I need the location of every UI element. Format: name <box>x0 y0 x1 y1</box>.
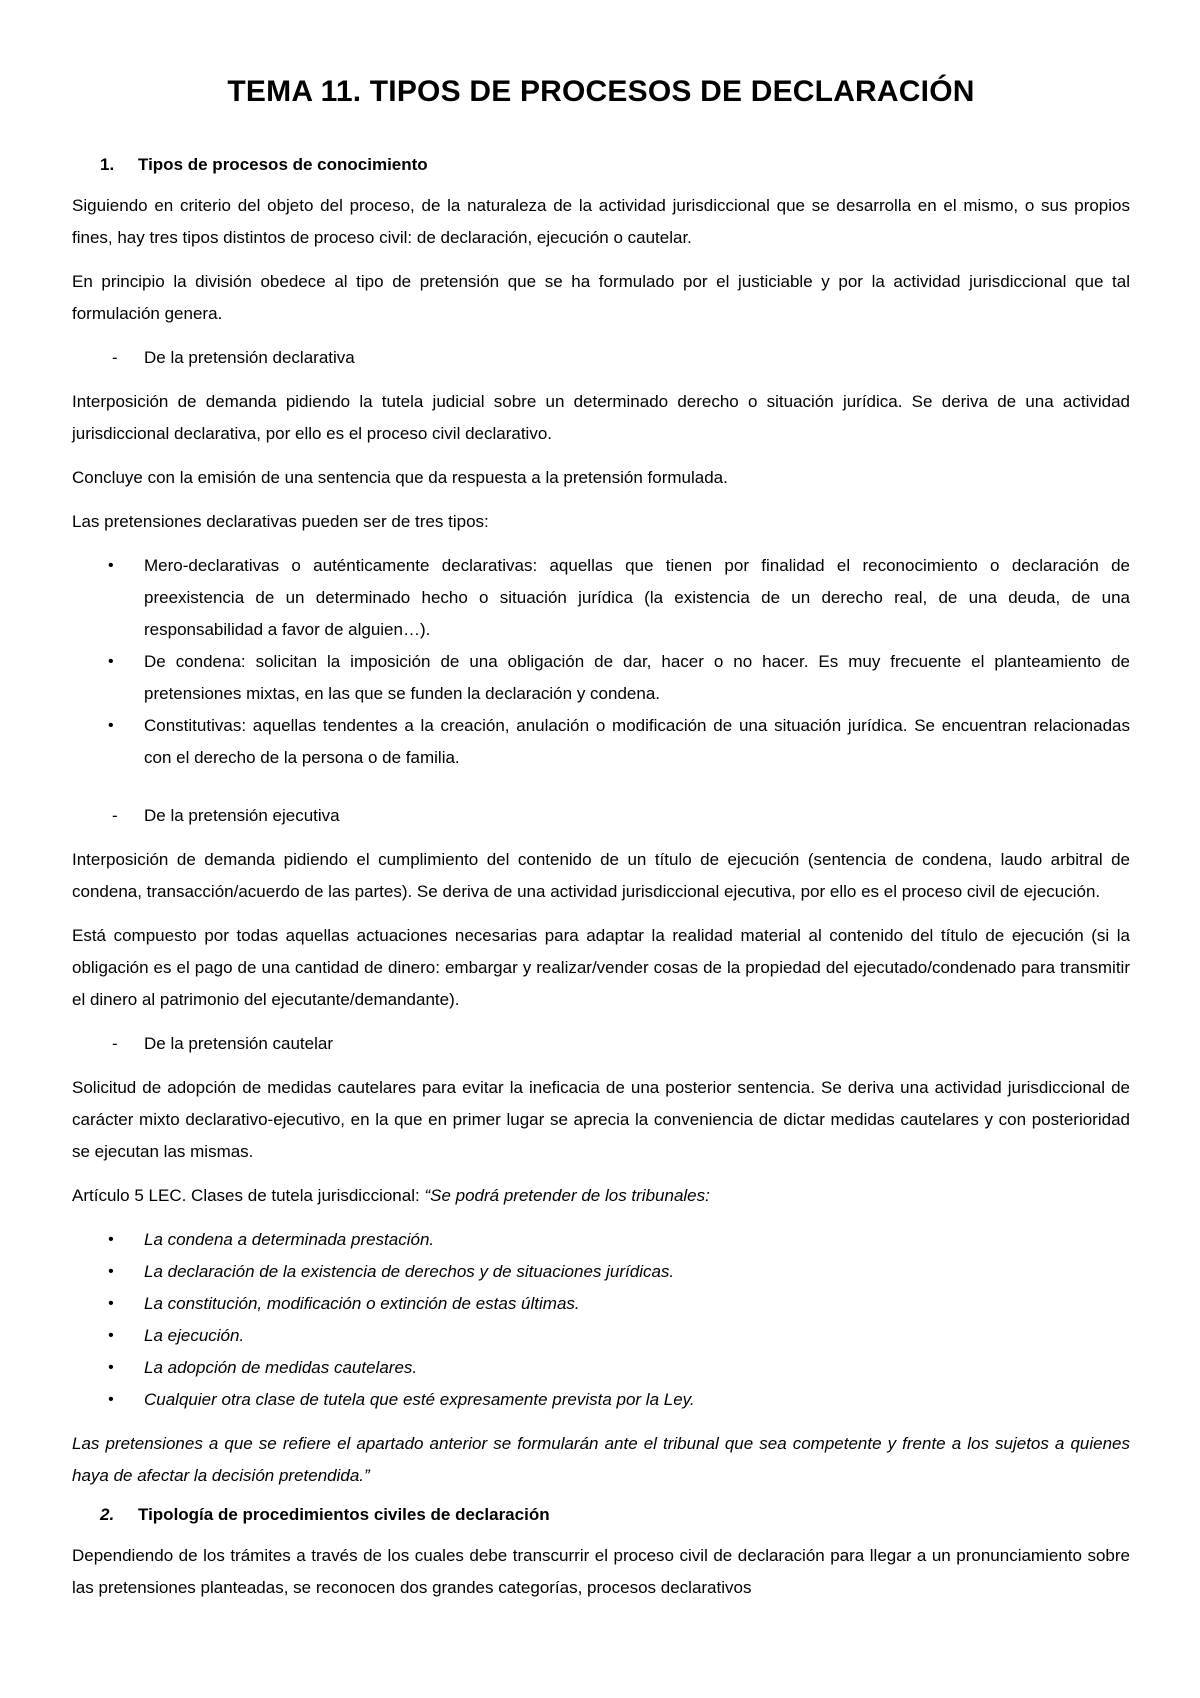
dash-marker: - <box>112 806 118 825</box>
list-item-text: La condena a determinada prestación. <box>144 1230 435 1249</box>
cautelar-heading <box>72 1028 1130 1060</box>
dash-marker: - <box>112 348 118 367</box>
list-item-text: La ejecución. <box>144 1326 245 1345</box>
section-2-paragraph-1: Dependiendo de los trámites a través de los cuales debe transcurrir el proceso civil de declaración para llegar a un pronunciamiento sobre las pretensiones planteadas, se reconocen dos grandes categorías, procesos declarativos <box>72 1546 1130 1597</box>
ejecutiva-heading <box>72 800 1130 832</box>
page-title: TEMA 11. TIPOS DE PROCESOS DE DECLARACIÓN <box>227 75 975 108</box>
dash-marker: - <box>112 1034 118 1053</box>
bullet-icon: • <box>108 717 114 734</box>
cautelar-heading-text: De la pretensión cautelar <box>144 1034 334 1053</box>
declarativa-paragraph-2: Concluye con la emisión de una sentencia que da respuesta a la pretensión formulada. <box>72 468 728 487</box>
section-2-number: 2. <box>100 1505 115 1524</box>
list-item-text: Constitutivas: aquellas tendentes a la creación, anulación o modificación de una situación jurídica. Se encuentran relacionadas con el derecho de la persona o de familia. <box>144 716 1130 767</box>
list-item-text: De condena: solicitan la imposición de una obligación de dar, hacer o no hacer. Es muy frecuente el planteamiento de pretensiones mixtas, en las que se funden la declaración y condena. <box>144 652 1130 703</box>
articulo-closing: Las pretensiones a que se refiere el apartado anterior se formularán ante el tribunal que sea competente y frente a los sujetos a quienes haya de afectar la decisión pretendida.” <box>72 1434 1130 1485</box>
declarativa-paragraph-3: Las pretensiones declarativas pueden ser de tres tipos: <box>72 512 489 531</box>
bullet-icon: • <box>108 1391 114 1408</box>
bullet-icon: • <box>108 557 114 574</box>
list-item <box>72 550 1130 646</box>
list-item <box>72 646 1130 710</box>
declarativa-heading-text: De la pretensión declarativa <box>144 348 355 367</box>
section-1-heading-text: Tipos de procesos de conocimiento <box>138 155 428 174</box>
section-1-paragraph-1: Siguiendo en criterio del objeto del proceso, de la naturaleza de la actividad jurisdiccional que se desarrolla en el mismo, o sus propios fines, hay tres tipos distintos de proceso civil: de declaración, ejecución o cautelar. <box>72 196 1130 247</box>
declarativa-paragraph-1: Interposición de demanda pidiendo la tutela judicial sobre un determinado derecho o situación jurídica. Se deriva de una actividad jurisdiccional declarativa, por ello es el proceso civil declarativo. <box>72 392 1130 443</box>
list-item <box>72 1256 1130 1288</box>
list-item-text: La constitución, modificación o extinción de estas últimas. <box>144 1294 580 1313</box>
list-item-text: Cualquier otra clase de tutela que esté expresamente prevista por la Ley. <box>144 1390 695 1409</box>
articulo-intro <box>72 1180 1130 1212</box>
bullet-icon: • <box>108 1327 114 1344</box>
list-item-text: La declaración de la existencia de derechos y de situaciones jurídicas. <box>144 1262 675 1281</box>
ejecutiva-heading-text: De la pretensión ejecutiva <box>144 806 340 825</box>
section-1-heading <box>72 154 1130 176</box>
bullet-icon: • <box>108 1231 114 1248</box>
articulo-quote-start: “Se podrá pretender de los tribunales: <box>424 1186 710 1205</box>
list-item <box>72 1320 1130 1352</box>
articulo-list <box>72 1224 1130 1416</box>
declarativa-types-list <box>72 550 1130 774</box>
list-item <box>72 710 1130 774</box>
list-item <box>72 1384 1130 1416</box>
section-2-heading <box>72 1504 1130 1526</box>
articulo-intro-text: Artículo 5 LEC. Clases de tutela jurisdiccional: <box>72 1186 425 1205</box>
bullet-icon: • <box>108 653 114 670</box>
declarativa-heading <box>72 342 1130 374</box>
bullet-icon: • <box>108 1263 114 1280</box>
ejecutiva-paragraph-1: Interposición de demanda pidiendo el cumplimiento del contenido de un título de ejecución (sentencia de condena, laudo arbitral de condena, transacción/acuerdo de las partes). Se deriva de una actividad jurisdiccional ejecutiva, por ello es el proceso civil de ejecución. <box>72 850 1130 901</box>
section-1-number: 1. <box>100 155 115 174</box>
section-2-heading-text: Tipología de procedimientos civiles de declaración <box>138 1505 550 1524</box>
cautelar-paragraph-1: Solicitud de adopción de medidas cautelares para evitar la ineficacia de una posterior sentencia. Se deriva una actividad jurisdiccional de carácter mixto declarativo-ejecutivo, en la que en primer lugar se aprecia la conveniencia de dictar medidas cautelares y con posterioridad se ejecutan las mismas. <box>72 1078 1130 1161</box>
list-item <box>72 1288 1130 1320</box>
bullet-icon: • <box>108 1359 114 1376</box>
list-item <box>72 1224 1130 1256</box>
ejecutiva-paragraph-2: Está compuesto por todas aquellas actuaciones necesarias para adaptar la realidad material al contenido del título de ejecución (si la obligación es el pago de una cantidad de dinero: embargar y realizar/vender cosas de la propiedad del ejecutado/condenado para transmitir el dinero al patrimonio del ejecutante/demandante). <box>72 926 1130 1009</box>
list-item <box>72 1352 1130 1384</box>
bullet-icon: • <box>108 1295 114 1312</box>
list-item-text: La adopción de medidas cautelares. <box>144 1358 418 1377</box>
list-item-text: Mero-declarativas o auténticamente declarativas: aquellas que tienen por finalidad el reconocimiento o declaración de preexistencia de un determinado hecho o situación jurídica (la existencia de un derecho real, de una deuda, de una responsabilidad a favor de alguien…). <box>144 556 1130 639</box>
section-1-paragraph-2: En principio la división obedece al tipo de pretensión que se ha formulado por el justiciable y por la actividad jurisdiccional que tal formulación genera. <box>72 272 1130 323</box>
